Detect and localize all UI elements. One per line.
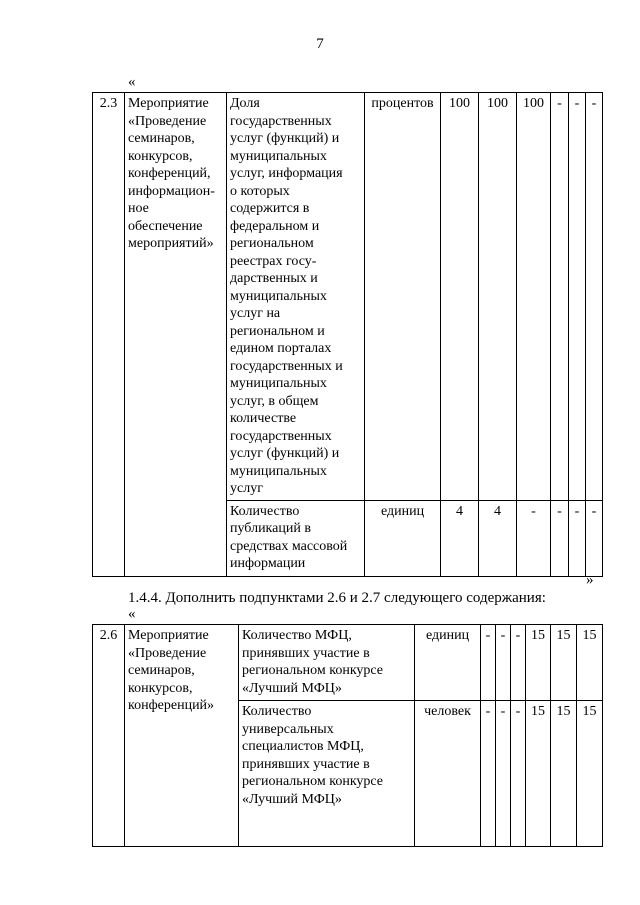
value-cell: 100 xyxy=(517,93,551,501)
unit-cell: единиц xyxy=(415,625,481,701)
value-cell: - xyxy=(496,625,511,701)
row-number: 2.3 xyxy=(93,93,125,577)
value-cell: 100 xyxy=(479,93,517,501)
unit-cell: единиц xyxy=(365,500,441,576)
value-cell: - xyxy=(511,625,526,701)
table-row xyxy=(93,93,603,501)
value-cell: - xyxy=(496,701,511,847)
row-number: 2.6 xyxy=(93,625,125,847)
value-cell: 15 xyxy=(551,701,577,847)
value-cell: - xyxy=(481,625,496,701)
unit-cell: процентов xyxy=(365,93,441,501)
value-cell: - xyxy=(586,93,603,501)
value-cell: - xyxy=(481,701,496,847)
value-cell: - xyxy=(569,500,586,576)
indicator-name: Количество публикаций в средствах массовой информации xyxy=(227,500,365,576)
event-cell: Мероприятие «Проведение семинаров, конкурсов, конференций» xyxy=(125,625,239,847)
value-cell: 100 xyxy=(441,93,479,501)
indicator-name: Доля государственных услуг (функций) и муниципальных услуг, информация о которых содержится в федеральном и региональном реестрах госу- дарственных и муниципальных услуг на региональном и едином порталах государственных и муниципальных услуг, в общем количестве государственных услуг (функций) и муниципальных услуг xyxy=(227,93,365,501)
value-cell: - xyxy=(551,93,569,501)
event-cell: Мероприятие «Проведение семинаров, конкурсов, конференций, информацион- ное обеспечение мероприятий» xyxy=(125,93,227,577)
value-cell: - xyxy=(569,93,586,501)
open-quote-2: « xyxy=(128,606,136,622)
value-cell: - xyxy=(511,701,526,847)
value-cell: 4 xyxy=(441,500,479,576)
table-row xyxy=(93,625,603,701)
value-cell: 15 xyxy=(577,701,603,847)
instruction-text: 1.4.4. Дополнить подпунктами 2.6 и 2.7 следующего содержания: xyxy=(128,590,546,606)
value-cell: - xyxy=(551,500,569,576)
close-quote: » xyxy=(586,572,594,588)
page-number: 7 xyxy=(316,36,324,52)
open-quote-1: « xyxy=(128,74,136,90)
value-cell: 15 xyxy=(526,701,551,847)
value-cell: 15 xyxy=(526,625,551,701)
indicator-name: Количество универсальных специалистов МФЦ, принявших участие в региональном конкурсе «Лучший МФЦ» xyxy=(239,701,415,847)
unit-cell: человек xyxy=(415,701,481,847)
value-cell: - xyxy=(586,500,603,576)
value-cell: - xyxy=(517,500,551,576)
value-cell: 15 xyxy=(551,625,577,701)
value-cell: 4 xyxy=(479,500,517,576)
table-2 xyxy=(92,624,603,847)
value-cell: 15 xyxy=(577,625,603,701)
indicator-name: Количество МФЦ, принявших участие в региональном конкурсе «Лучший МФЦ» xyxy=(239,625,415,701)
table-1 xyxy=(92,92,603,577)
